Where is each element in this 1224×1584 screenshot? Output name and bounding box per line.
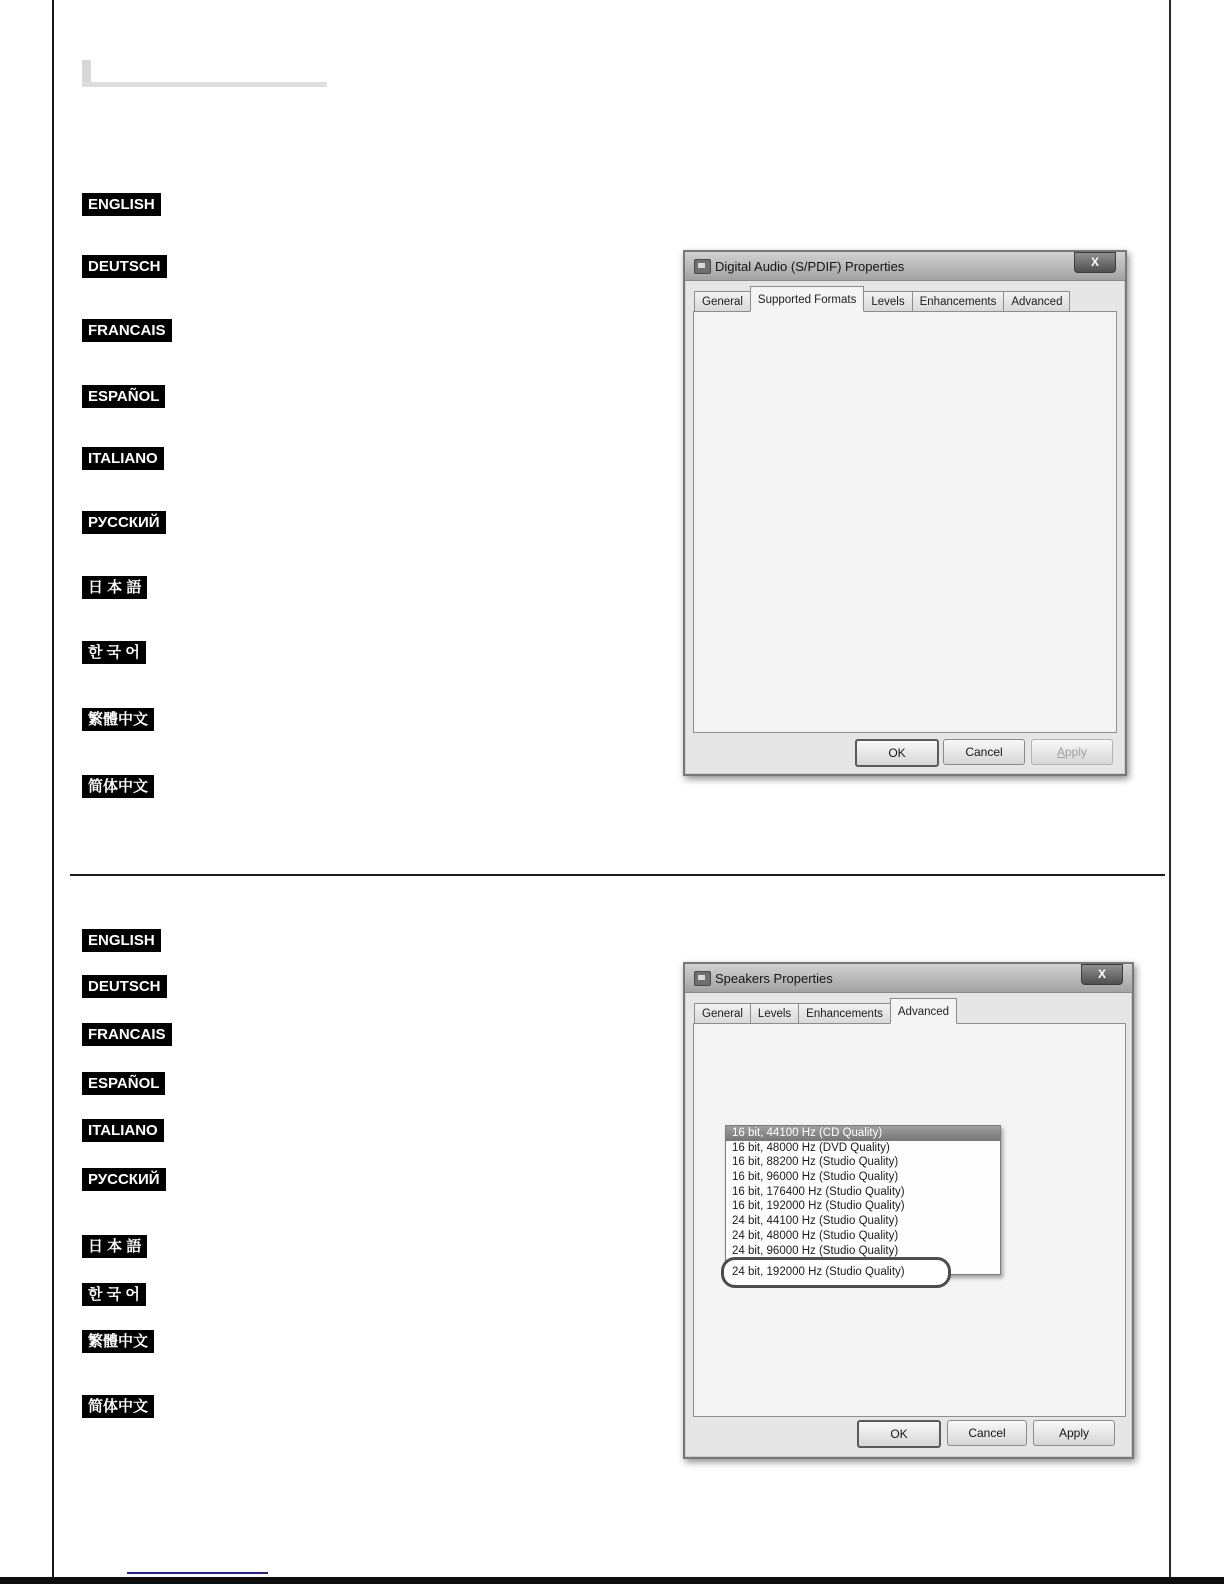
dropdown-item[interactable]: 16 bit, 96000 Hz (Studio Quality) (732, 1171, 899, 1184)
page-border-right (1169, 0, 1171, 1578)
apply-button[interactable] (1031, 739, 1113, 765)
lang-label-deutsch: DEUTSCH (82, 975, 167, 998)
sample-rate-dropdown-list (725, 1125, 1001, 1275)
cancel-label: Cancel (965, 745, 1003, 759)
page-border-left (52, 0, 54, 1578)
close-button[interactable] (1081, 964, 1123, 985)
tab-general[interactable]: General (694, 291, 751, 312)
dropdown-item[interactable]: 16 bit, 192000 Hz (Studio Quality) (732, 1200, 905, 1213)
cancel-label: Cancel (968, 1426, 1006, 1440)
ok-label: OK (888, 746, 906, 760)
tab-general[interactable]: General (694, 1003, 751, 1024)
annotation-circle (721, 1257, 951, 1288)
close-icon: X (1097, 967, 1106, 981)
lang-label-traditional-chinese: 繁體中文 (82, 708, 154, 731)
footer-underline (127, 1572, 268, 1574)
ok-label: OK (890, 1427, 908, 1441)
lang-label-espanol: ESPAÑOL (82, 385, 165, 408)
lang-label-english: ENGLISH (82, 929, 161, 952)
dialog-title: Speakers Properties (715, 971, 833, 986)
dropdown-item[interactable]: 16 bit, 44100 Hz (CD Quality) (726, 1126, 1000, 1141)
tab-page (693, 311, 1117, 733)
cancel-button[interactable] (947, 1420, 1027, 1446)
speakers-icon (694, 971, 711, 986)
lang-label-espanol: ESPAÑOL (82, 1072, 165, 1095)
section-divider (70, 874, 1165, 876)
tab-enhancements[interactable]: Enhancements (798, 1003, 891, 1024)
close-icon: X (1090, 255, 1099, 269)
lang-label-italiano: ITALIANO (82, 447, 164, 470)
dropdown-item[interactable]: 16 bit, 176400 Hz (Studio Quality) (732, 1185, 905, 1198)
lang-label-francais: FRANCAIS (82, 1023, 172, 1046)
lang-label-simplified-chinese: 简体中文 (82, 775, 154, 798)
tab-supported-formats[interactable]: Supported Formats (750, 286, 864, 312)
page-border-bottom (0, 1577, 1224, 1584)
apply-button[interactable] (1033, 1420, 1115, 1446)
dropdown-item[interactable]: 24 bit, 44100 Hz (Studio Quality) (732, 1215, 899, 1228)
tab-advanced[interactable]: Advanced (890, 998, 957, 1024)
tab-enhancements[interactable]: Enhancements (912, 291, 1005, 312)
lang-label-japanese: 日 本 語 (82, 1235, 147, 1258)
cancel-button[interactable] (943, 739, 1025, 765)
tab-strip (694, 1001, 956, 1024)
dropdown-item[interactable]: 24 bit, 96000 Hz (Studio Quality) (732, 1244, 899, 1257)
lang-label-russian: РУССКИЙ (82, 511, 166, 534)
lang-label-francais: FRANCAIS (82, 319, 172, 342)
dropdown-item[interactable]: 24 bit, 48000 Hz (Studio Quality) (732, 1229, 899, 1242)
lang-label-simplified-chinese: 简体中文 (82, 1395, 154, 1418)
lang-label-japanese: 日 本 語 (82, 576, 147, 599)
lang-label-russian: РУССКИЙ (82, 1168, 166, 1191)
tab-strip (694, 289, 1069, 312)
titlebar[interactable] (685, 252, 1125, 281)
ok-button[interactable] (857, 1420, 941, 1448)
dropdown-item[interactable]: 16 bit, 48000 Hz (DVD Quality) (732, 1141, 890, 1154)
close-button[interactable] (1074, 252, 1116, 273)
lang-label-deutsch: DEUTSCH (82, 255, 167, 278)
tab-levels[interactable]: Levels (750, 1003, 799, 1024)
apply-label: Apply (1056, 745, 1088, 759)
lang-label-korean: 한 국 어 (82, 1283, 146, 1306)
dropdown-item-circled[interactable]: 24 bit, 192000 Hz (Studio Quality) (732, 1266, 905, 1279)
tab-levels[interactable]: Levels (863, 291, 912, 312)
speakers-properties-dialog (683, 962, 1134, 1459)
lang-label-korean: 한 국 어 (82, 641, 146, 664)
dialog-title: Digital Audio (S/PDIF) Properties (715, 259, 905, 274)
tab-advanced[interactable]: Advanced (1003, 291, 1070, 312)
lang-label-italiano: ITALIANO (82, 1119, 164, 1142)
audio-device-icon (694, 259, 711, 274)
ok-button[interactable] (855, 739, 939, 767)
lang-label-traditional-chinese: 繁體中文 (82, 1330, 154, 1353)
spdif-properties-dialog (683, 250, 1127, 776)
header-rule-horizontal (82, 82, 327, 87)
lang-label-english: ENGLISH (82, 193, 161, 216)
apply-label: Apply (1058, 1426, 1090, 1440)
titlebar[interactable] (685, 964, 1132, 993)
dropdown-item[interactable]: 16 bit, 88200 Hz (Studio Quality) (732, 1156, 899, 1169)
